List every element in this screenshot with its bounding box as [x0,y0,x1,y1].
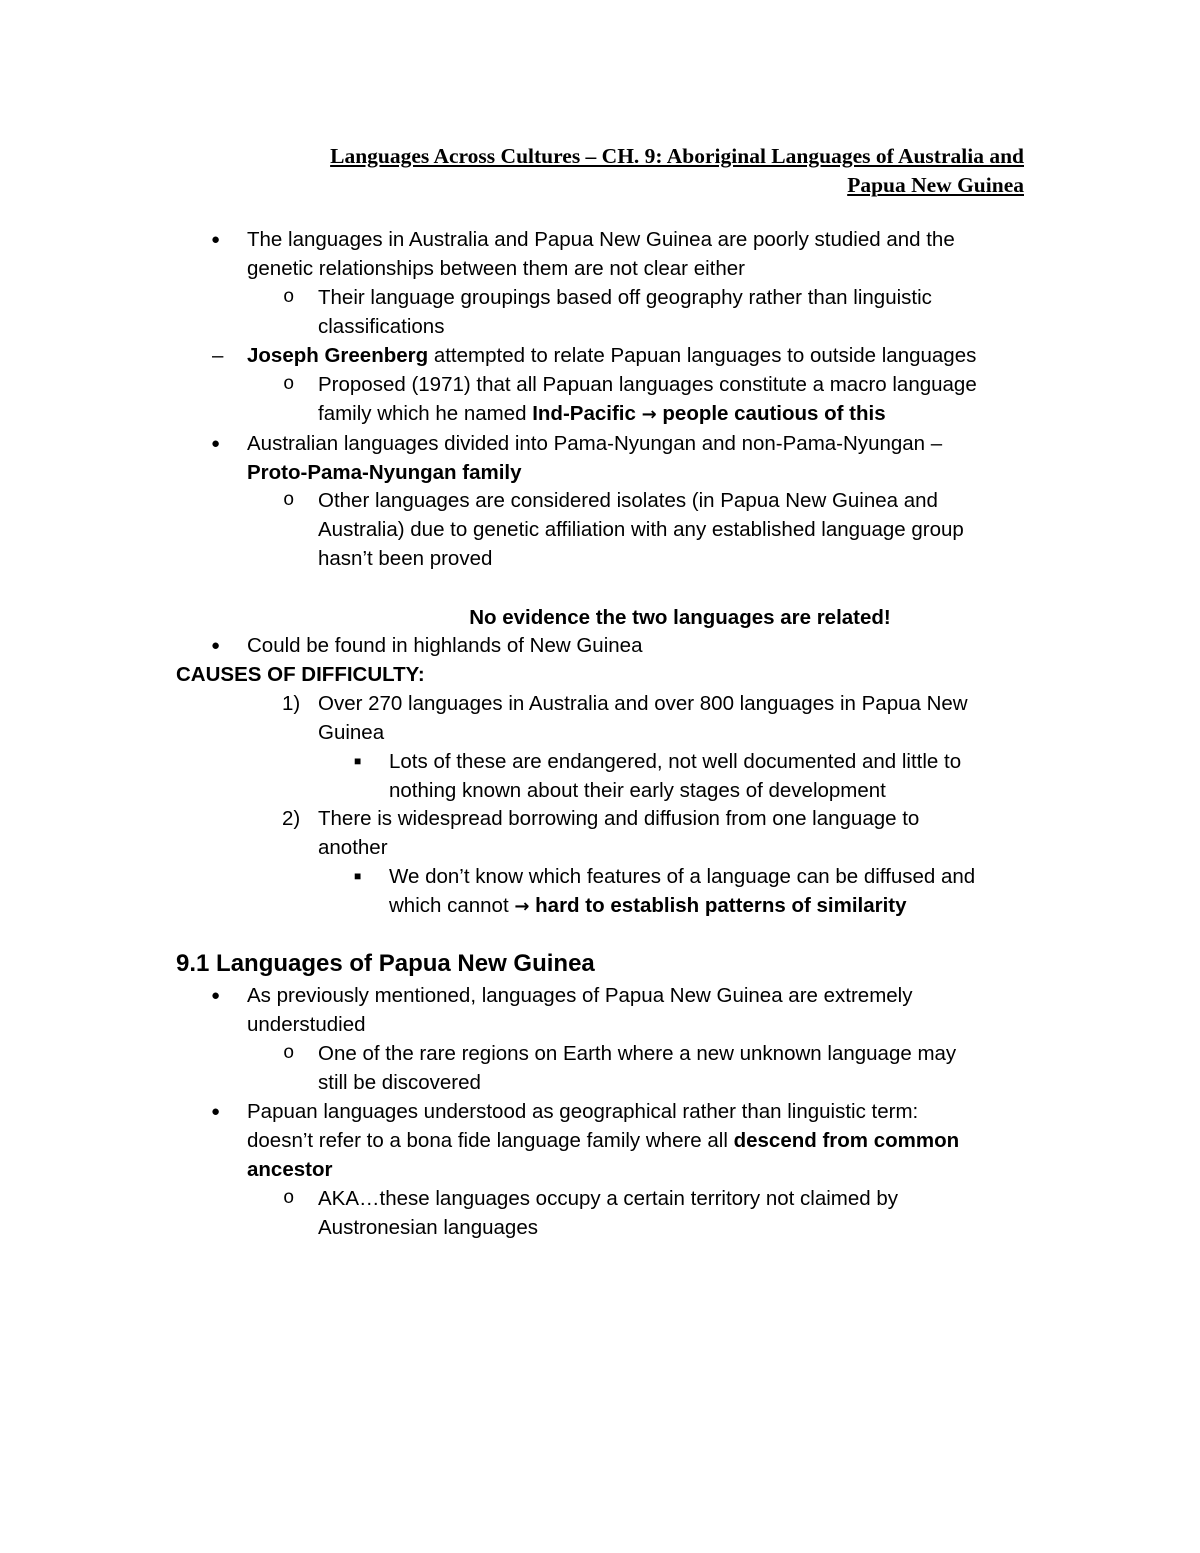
section91-p2-text: doesn’t refer to a bona fide language family where all [247,1129,734,1152]
title-line-2: Papua New Guinea [847,173,1024,197]
cause1-sub-line2: nothing known about their early stages of development [389,779,886,802]
intro-p2-line1 [247,341,976,370]
cause2-sub-bold: hard to establish patterns of similarity [535,894,907,917]
circle-marker: o [283,1187,295,1209]
section91-p2-line3: ancestor [247,1158,333,1181]
section91-p2-bold: descend from common [733,1129,960,1152]
section91-p2-line1: Papuan languages understood as geographical rather than linguistic term: [247,1100,919,1123]
title-line-1: Languages Across Cultures – CH. 9: Aboriginal Languages of Australia and [330,144,1024,168]
circle-marker: o [283,286,295,308]
circle-marker: o [283,373,295,395]
bullet-marker: ● [211,637,221,654]
bullet-marker: ● [211,987,221,1004]
evidence-item: Could be found in highlands of New Guinea [247,634,643,657]
cause1-sub-line1: Lots of these are endangered, not well documented and little to [389,750,962,773]
intro-p2-sub-line2 [318,399,886,429]
section91-p2-sub-line1: AKA…these languages occupy a certain territory not claimed by [318,1187,898,1210]
section91-p2-line2 [247,1126,959,1155]
document-title [150,142,1024,200]
intro-p3-line2: Proto-Pama-Nyungan family [247,461,522,484]
square-marker: ■ [354,869,362,883]
cause1-line1: Over 270 languages in Australia and over 800 languages in Papua New [318,692,968,715]
intro-p1-line1: The languages in Australia and Papua New Guinea are poorly studied and the [247,228,955,251]
cause1-line2: Guinea [318,721,385,744]
bullet-marker: ● [211,1103,221,1120]
number-marker: 2) [282,807,301,830]
arrow-icon: → [641,404,657,425]
intro-p2-sub-bold: people cautious of this [662,402,886,425]
intro-p3-sub-line1: Other languages are considered isolates (in Papua New Guinea and [318,489,938,512]
dash-marker: – [212,344,224,367]
section91-p1-line1: As previously mentioned, languages of Papua New Guinea are extremely [247,984,913,1007]
bullet-marker: ● [211,231,221,248]
section-heading: 9.1 Languages of Papua New Guinea [176,950,595,977]
intro-p2-sub-text: family which he named [318,402,533,425]
intro-p3-line1: Australian languages divided into Pama-Nyungan and non-Pama-Nyungan – [247,432,943,455]
square-marker: ■ [354,754,362,768]
section91-p1-line2: understudied [247,1013,366,1036]
arrow-icon: → [514,896,530,917]
intro-p2-rest: attempted to relate Papuan languages to outside languages [428,344,977,367]
cause2-line2: another [318,836,388,859]
cause2-sub-line1: We don’t know which features of a language can be diffused and [389,865,976,888]
causes-heading: CAUSES OF DIFFICULTY: [176,663,425,686]
evidence-heading: No evidence the two languages are related! [469,606,891,629]
intro-p1-sub-line1: Their language groupings based off geography rather than linguistic [318,286,932,309]
circle-marker: o [283,489,295,511]
cause2-sub-line2 [389,891,907,921]
intro-p3-sub-line3: hasn’t been proved [318,547,493,570]
intro-p2-bold: Joseph Greenberg [247,344,429,367]
intro-p2-sub-line1: Proposed (1971) that all Papuan languages constitute a macro language [318,373,977,396]
ind-pacific-term: Ind-Pacific [532,402,636,425]
section91-p2-sub-line2: Austronesian languages [318,1216,538,1239]
intro-p1-sub-line2: classifications [318,315,445,338]
intro-p1-line2: genetic relationships between them are not clear either [247,257,745,280]
circle-marker: o [283,1042,295,1064]
number-marker: 1) [282,692,301,715]
intro-p3-sub-line2: Australia) due to genetic affiliation with any established language group [318,518,964,541]
bullet-marker: ● [211,435,221,452]
cause2-sub-text: which cannot [389,894,515,917]
cause2-line1: There is widespread borrowing and diffusion from one language to [318,807,920,830]
section91-p1-sub-line1: One of the rare regions on Earth where a new unknown language may [318,1042,957,1065]
section91-p1-sub-line2: still be discovered [318,1071,481,1094]
